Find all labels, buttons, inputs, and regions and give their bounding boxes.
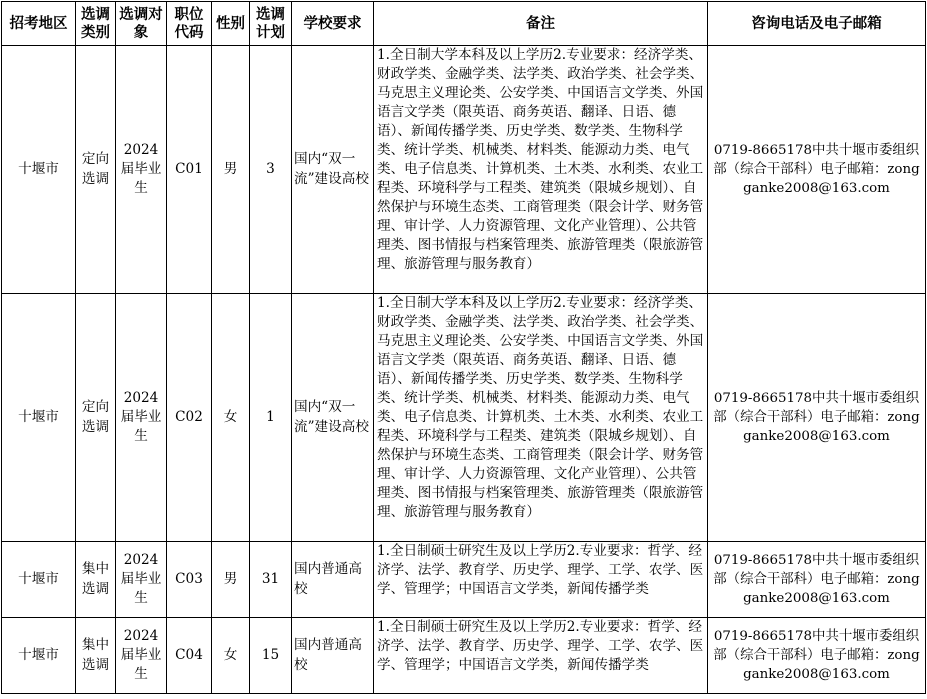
cell-region: 十堰市	[2, 46, 76, 294]
cell-code: C01	[167, 46, 212, 294]
cell-gender: 女	[212, 618, 250, 694]
cell-code: C04	[167, 618, 212, 694]
cell-plan: 1	[250, 294, 292, 542]
table-row	[2, 294, 926, 542]
cell-type: 定向选调	[76, 294, 116, 542]
header-type: 选调类别	[76, 2, 116, 46]
cell-contact: 0719-8665178中共十堰市委组织部（综合干部科）电子邮箱：zongganke2008@163.com	[708, 618, 926, 694]
table-row	[2, 542, 926, 618]
cell-gender: 男	[212, 542, 250, 618]
cell-type: 集中选调	[76, 618, 116, 694]
cell-plan: 3	[250, 46, 292, 294]
header-region: 招考地区	[2, 2, 76, 46]
cell-type: 定向选调	[76, 46, 116, 294]
cell-region: 十堰市	[2, 294, 76, 542]
cell-target: 2024届毕业生	[116, 294, 167, 542]
cell-school: 国内普通高校	[292, 542, 374, 618]
cell-note: 1.全日制硕士研究生及以上学历2.专业要求：哲学、经济学、法学、教育学、历史学、理学、工学、农学、医学、管理学；中国语言文学类，新闻传播学类	[374, 542, 708, 618]
cell-note: 1.全日制大学本科及以上学历2.专业要求：经济学类、财政学类、金融学类、法学类、政治学类、社会学类、马克思主义理论类、公安学类、中国语言文学类、外国语言文学类（限英语、商务英语、翻译、日语、德语）、新闻传播学类、历史学类、数学类、生物科学类、统计学类、机械类、材料类、能源动力类、电气类、电子信息类、计算机类、土木类、水利类、农业工程类、环境科学与工程类、建筑类（限城乡规划）、自然保护与环境生态类、工商管理类（限会计学、财务管理、审计学、人力资源管理、文化产业管理）、公共管理类、图书情报与档案管理类、旅游管理类（限旅游管理、旅游管理与服务教育）	[374, 46, 708, 294]
cell-plan: 31	[250, 542, 292, 618]
header-row	[2, 2, 926, 46]
cell-school: 国内“双一流”建设高校	[292, 294, 374, 542]
cell-code: C02	[167, 294, 212, 542]
header-code: 职位代码	[167, 2, 212, 46]
cell-contact: 0719-8665178中共十堰市委组织部（综合干部科）电子邮箱：zongganke2008@163.com	[708, 46, 926, 294]
cell-school: 国内普通高校	[292, 618, 374, 694]
cell-target: 2024届毕业生	[116, 46, 167, 294]
cell-region: 十堰市	[2, 542, 76, 618]
cell-code: C03	[167, 542, 212, 618]
table-row	[2, 618, 926, 694]
cell-note: 1.全日制大学本科及以上学历2.专业要求：经济学类、财政学类、金融学类、法学类、政治学类、社会学类、马克思主义理论类、公安学类、中国语言文学类、外国语言文学类（限英语、商务英语、翻译、日语、德语）、新闻传播学类、历史学类、数学类、生物科学类、统计学类、机械类、材料类、能源动力类、电气类、电子信息类、计算机类、土木类、水利类、农业工程类、环境科学与工程类、建筑类（限城乡规划）、自然保护与环境生态类、工商管理类（限会计学、财务管理、审计学、人力资源管理、文化产业管理）、公共管理类、图书情报与档案管理类、旅游管理类（限旅游管理、旅游管理与服务教育）	[374, 294, 708, 542]
header-contact: 咨询电话及电子邮箱	[708, 2, 926, 46]
cell-gender: 女	[212, 294, 250, 542]
cell-region: 十堰市	[2, 618, 76, 694]
cell-contact: 0719-8665178中共十堰市委组织部（综合干部科）电子邮箱：zongganke2008@163.com	[708, 294, 926, 542]
recruitment-table	[1, 1, 926, 694]
cell-plan: 15	[250, 618, 292, 694]
cell-target: 2024届毕业生	[116, 618, 167, 694]
cell-school: 国内“双一流”建设高校	[292, 46, 374, 294]
cell-gender: 男	[212, 46, 250, 294]
cell-note: 1.全日制硕士研究生及以上学历2.专业要求：哲学、经济学、法学、教育学、历史学、理学、工学、农学、医学、管理学；中国语言文学类，新闻传播学类	[374, 618, 708, 694]
header-gender: 性别	[212, 2, 250, 46]
header-school: 学校要求	[292, 2, 374, 46]
header-target: 选调对象	[116, 2, 167, 46]
cell-contact: 0719-8665178中共十堰市委组织部（综合干部科）电子邮箱：zongganke2008@163.com	[708, 542, 926, 618]
table-row	[2, 46, 926, 294]
header-plan: 选调计划	[250, 2, 292, 46]
header-note: 备注	[374, 2, 708, 46]
cell-type: 集中选调	[76, 542, 116, 618]
cell-target: 2024届毕业生	[116, 542, 167, 618]
